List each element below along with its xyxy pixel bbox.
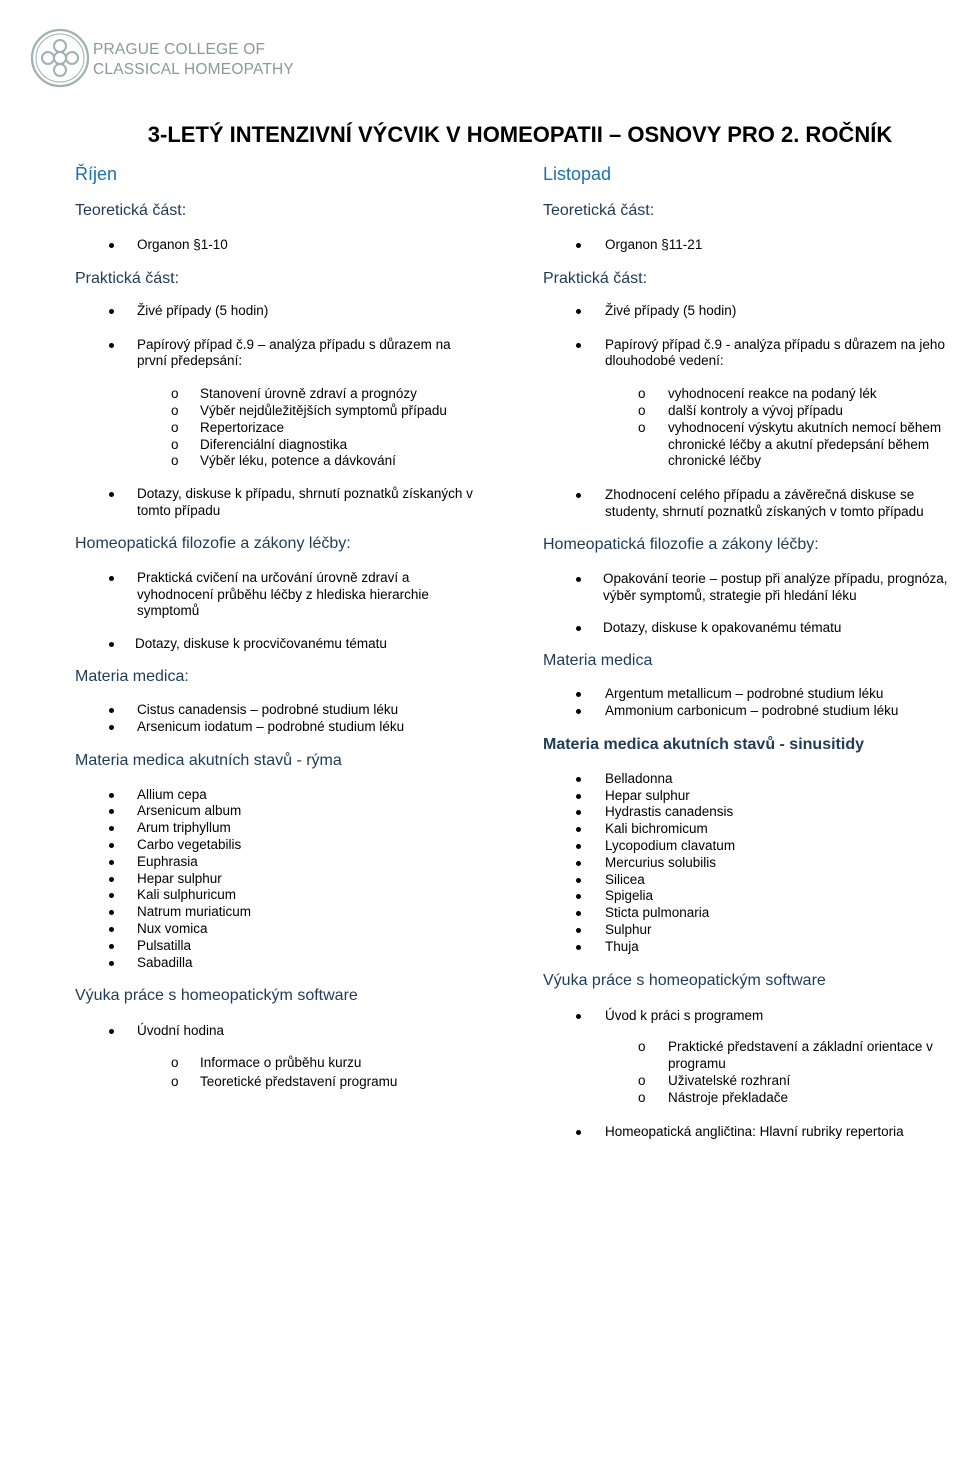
list-item-text: Úvod k práci s programem (605, 1007, 764, 1023)
list-item-text: Spigelia (605, 888, 654, 904)
bullet-icon (109, 961, 114, 966)
bullet-icon (576, 626, 581, 631)
sub-item-text: Výběr nejdůležitějších symptomů případu (200, 402, 447, 418)
list-item (0, 1124, 960, 1141)
list-item-text: Hepar sulphur (137, 870, 222, 886)
sub-list-item (0, 1090, 960, 1107)
list-item-text: Belladonna (605, 770, 673, 786)
section-heading-philosophy: Homeopatická filozofie a zákony léčby: (75, 534, 351, 552)
list-item-text: Carbo vegetabilis (137, 836, 242, 852)
circle-bullet-icon: o (171, 419, 179, 435)
bullet-icon (576, 493, 581, 498)
list-item-text: Hydrastis canadensis (605, 804, 734, 820)
section-heading-software: Výuka práce s homeopatickým software (543, 971, 826, 989)
sub-list-item (0, 420, 958, 470)
software-list (0, 1008, 960, 1141)
bullet-icon (576, 692, 581, 697)
bullet-icon (576, 911, 581, 916)
list-item-text: Allium cepa (137, 786, 207, 802)
bullet-icon (576, 309, 581, 314)
list-item-text: Kali sulphuricum (137, 887, 237, 903)
list-item-text: Sticta pulmonaria (605, 905, 710, 921)
list-item (0, 703, 960, 720)
list-item-text: Pulsatilla (137, 937, 192, 953)
list-item (0, 855, 960, 872)
list-item-text: Organon §1-10 (137, 237, 228, 252)
section-heading-theory: Teoretická část: (75, 202, 187, 219)
list-item-text: Silicea (605, 871, 645, 887)
list-item (0, 905, 960, 922)
list-item-text: Arsenicum iodatum – podrobné studium léku (137, 718, 405, 734)
bullet-icon (576, 577, 581, 582)
sub-list-item (0, 1073, 960, 1090)
sub-item-text: Teoretické představení programu (200, 1073, 398, 1089)
list-item-text: Euphrasia (137, 853, 198, 869)
list-item-text: Úvodní hodina (137, 1023, 225, 1039)
list-item (0, 771, 960, 788)
list-item-text: Argentum metallicum – podrobné studium léku (605, 686, 884, 702)
list-item-text: Sulphur (605, 921, 652, 937)
section-heading-acute: Materia medica akutních stavů - sinusitidy (543, 735, 864, 753)
sub-list-item (0, 386, 958, 403)
list-item (0, 939, 960, 956)
acute-remedies-list (0, 771, 960, 956)
bullet-icon (576, 827, 581, 832)
bullet-icon (576, 343, 581, 348)
circle-bullet-icon: o (638, 1089, 646, 1105)
list-item-text: Živé případy (5 hodin) (605, 302, 737, 318)
list-item-text: Lycopodium clavatum (605, 837, 736, 853)
column-november (543, 160, 960, 1140)
philosophy-list (0, 571, 960, 637)
practical-list (0, 303, 960, 521)
bullet-icon (576, 709, 581, 714)
section-heading-acute: Materia medica akutních stavů - rýma (75, 751, 342, 769)
sub-item-text: Výběr léku, potence a dávkování (200, 453, 396, 469)
list-item (0, 955, 495, 972)
document-title: 3-LETÝ INTENZIVNÍ VÝCVIK V HOMEOPATII – OSNOVY PRO 2. ROČNÍK (147, 122, 893, 147)
bullet-icon (576, 777, 581, 782)
list-item-text: Zhodnocení celého případu a závěrečná diskuse se studenty, shrnutí poznatků získaných v tomto případu (605, 487, 924, 519)
list-item-text: Mercurius solubilis (605, 854, 717, 870)
section-heading-materia-medica: Materia medica (543, 652, 653, 670)
list-item-text: Dotazy, diskuse k procvičovanému tématu (135, 636, 387, 652)
sub-item-text: Praktické představení a základní orientace v programu (668, 1039, 933, 1072)
list-item (0, 788, 960, 805)
circle-bullet-icon: o (171, 1055, 179, 1071)
list-item-text: Arum triphyllum (137, 820, 231, 836)
sub-item-text: další kontroly a vývoj případu (668, 402, 843, 418)
bullet-icon (109, 642, 114, 647)
list-item (0, 620, 960, 637)
list-item-text: Natrum muriaticum (137, 904, 252, 920)
list-item-text: Cistus canadensis – podrobné studium léku (137, 701, 399, 717)
month-heading: Říjen (75, 164, 118, 184)
sub-list (0, 1039, 960, 1106)
list-item-text: Arsenicum album (137, 803, 242, 819)
section-heading-materia-medica: Materia medica: (75, 667, 189, 685)
list-item (0, 838, 960, 855)
sub-item-text: Stanovení úrovně zdraví a prognózy (200, 386, 417, 402)
section-heading-philosophy: Homeopatická filozofie a zákony léčby: (543, 535, 819, 553)
circle-bullet-icon: o (171, 1073, 179, 1089)
section-heading-practical: Praktická část: (543, 269, 648, 287)
materia-medica-list (0, 686, 960, 720)
list-item-text: Kali bichromicum (605, 821, 708, 837)
bullet-icon (576, 844, 581, 849)
list-item (0, 636, 495, 653)
list-item-text: Opakování teorie – postup při analýze případu, prognóza, výběr symptomů, strategie při hledání léku (603, 570, 948, 603)
sub-list-item (0, 403, 958, 420)
list-item-text: Papírový případ č.9 – analýza případu s důrazem na první předepsání: (137, 336, 451, 369)
logo-line-2: CLASSICAL HOMEOPATHY (93, 61, 294, 78)
sub-item-text: Diferenciální diagnostika (200, 436, 348, 452)
bullet-icon (576, 945, 581, 950)
bullet-icon (576, 243, 581, 248)
list-item (0, 686, 960, 703)
list-item (0, 719, 495, 736)
bullet-icon (576, 810, 581, 815)
list-item (0, 571, 960, 605)
sub-item-text: Uživatelské rozhraní (668, 1072, 791, 1088)
bullet-icon (109, 725, 114, 730)
list-item-text: Sabadilla (137, 954, 193, 970)
bullet-icon (576, 928, 581, 933)
list-item (0, 872, 960, 889)
circle-bullet-icon: o (638, 402, 646, 418)
circle-bullet-icon: o (171, 453, 179, 469)
circle-bullet-icon: o (171, 402, 179, 418)
sub-list-item (0, 1039, 953, 1073)
sub-item-text: Nástroje překladače (668, 1089, 789, 1105)
list-item-text: Dotazy, diskuse k případu, shrnutí poznatků získaných v tomto případu (137, 486, 473, 518)
sub-item-text: vyhodnocení výskytu akutních nemocí během chronické léčby a akutní předepsání během chronické léčby (668, 419, 942, 469)
list-item-text: Nux vomica (137, 920, 208, 936)
list-item (0, 1008, 960, 1107)
list-item-text: Homeopatická angličtina: Hlavní rubriky repertoria (605, 1123, 904, 1139)
sub-item-text: Repertorizace (200, 419, 285, 435)
list-item-text: Dotazy, diskuse k opakovanému tématu (603, 620, 842, 636)
list-item (0, 888, 960, 905)
bullet-icon (576, 894, 581, 899)
list-item (0, 237, 960, 254)
logo-line-1: PRAGUE COLLEGE OF (93, 41, 266, 58)
theory-list (0, 237, 960, 254)
list-item-text: Thuja (605, 938, 639, 954)
list-item-text: Živé případy (5 hodin) (137, 302, 269, 318)
section-heading-theory: Teoretická část: (543, 202, 655, 219)
circle-bullet-icon: o (171, 436, 179, 452)
bullet-icon (576, 878, 581, 883)
list-item (0, 487, 945, 521)
list-item-text: Ammonium carbonicum – podrobné studium léku (605, 702, 899, 718)
list-item (0, 821, 960, 838)
section-heading-practical: Praktická část: (75, 269, 180, 287)
list-item-text: Papírový případ č.9 - analýza případu s důrazem na jeho dlouhodobé vedení: (605, 336, 945, 369)
circle-bullet-icon: o (638, 1039, 646, 1055)
circle-bullet-icon: o (638, 419, 646, 435)
list-item (0, 804, 960, 821)
bullet-icon (576, 861, 581, 866)
sub-item-text: vyhodnocení reakce na podaný lék (668, 386, 877, 402)
sub-list (0, 386, 960, 470)
circle-bullet-icon: o (638, 1072, 646, 1088)
circle-bullet-icon: o (638, 386, 646, 402)
logo-wordmark (93, 40, 294, 80)
college-logo-icon (30, 28, 90, 93)
month-heading: Listopad (543, 164, 612, 184)
bullet-icon (576, 1014, 581, 1019)
list-item (0, 303, 960, 320)
bullet-icon (576, 1130, 581, 1135)
list-item (0, 922, 960, 939)
list-item-text: Hepar sulphur (605, 787, 690, 803)
circle-bullet-icon: o (171, 386, 179, 402)
bullet-icon (576, 794, 581, 799)
list-item-text: Organon §11-21 (605, 237, 703, 252)
list-item (0, 337, 960, 471)
section-heading-software: Výuka práce s homeopatickým software (75, 987, 358, 1005)
sub-item-text: Informace o průběhu kurzu (200, 1055, 362, 1071)
list-item-text: Praktická cvičení na určování úrovně zdraví a vyhodnocení průběhu léčby z hlediska hierarchie symptomů (137, 569, 429, 619)
